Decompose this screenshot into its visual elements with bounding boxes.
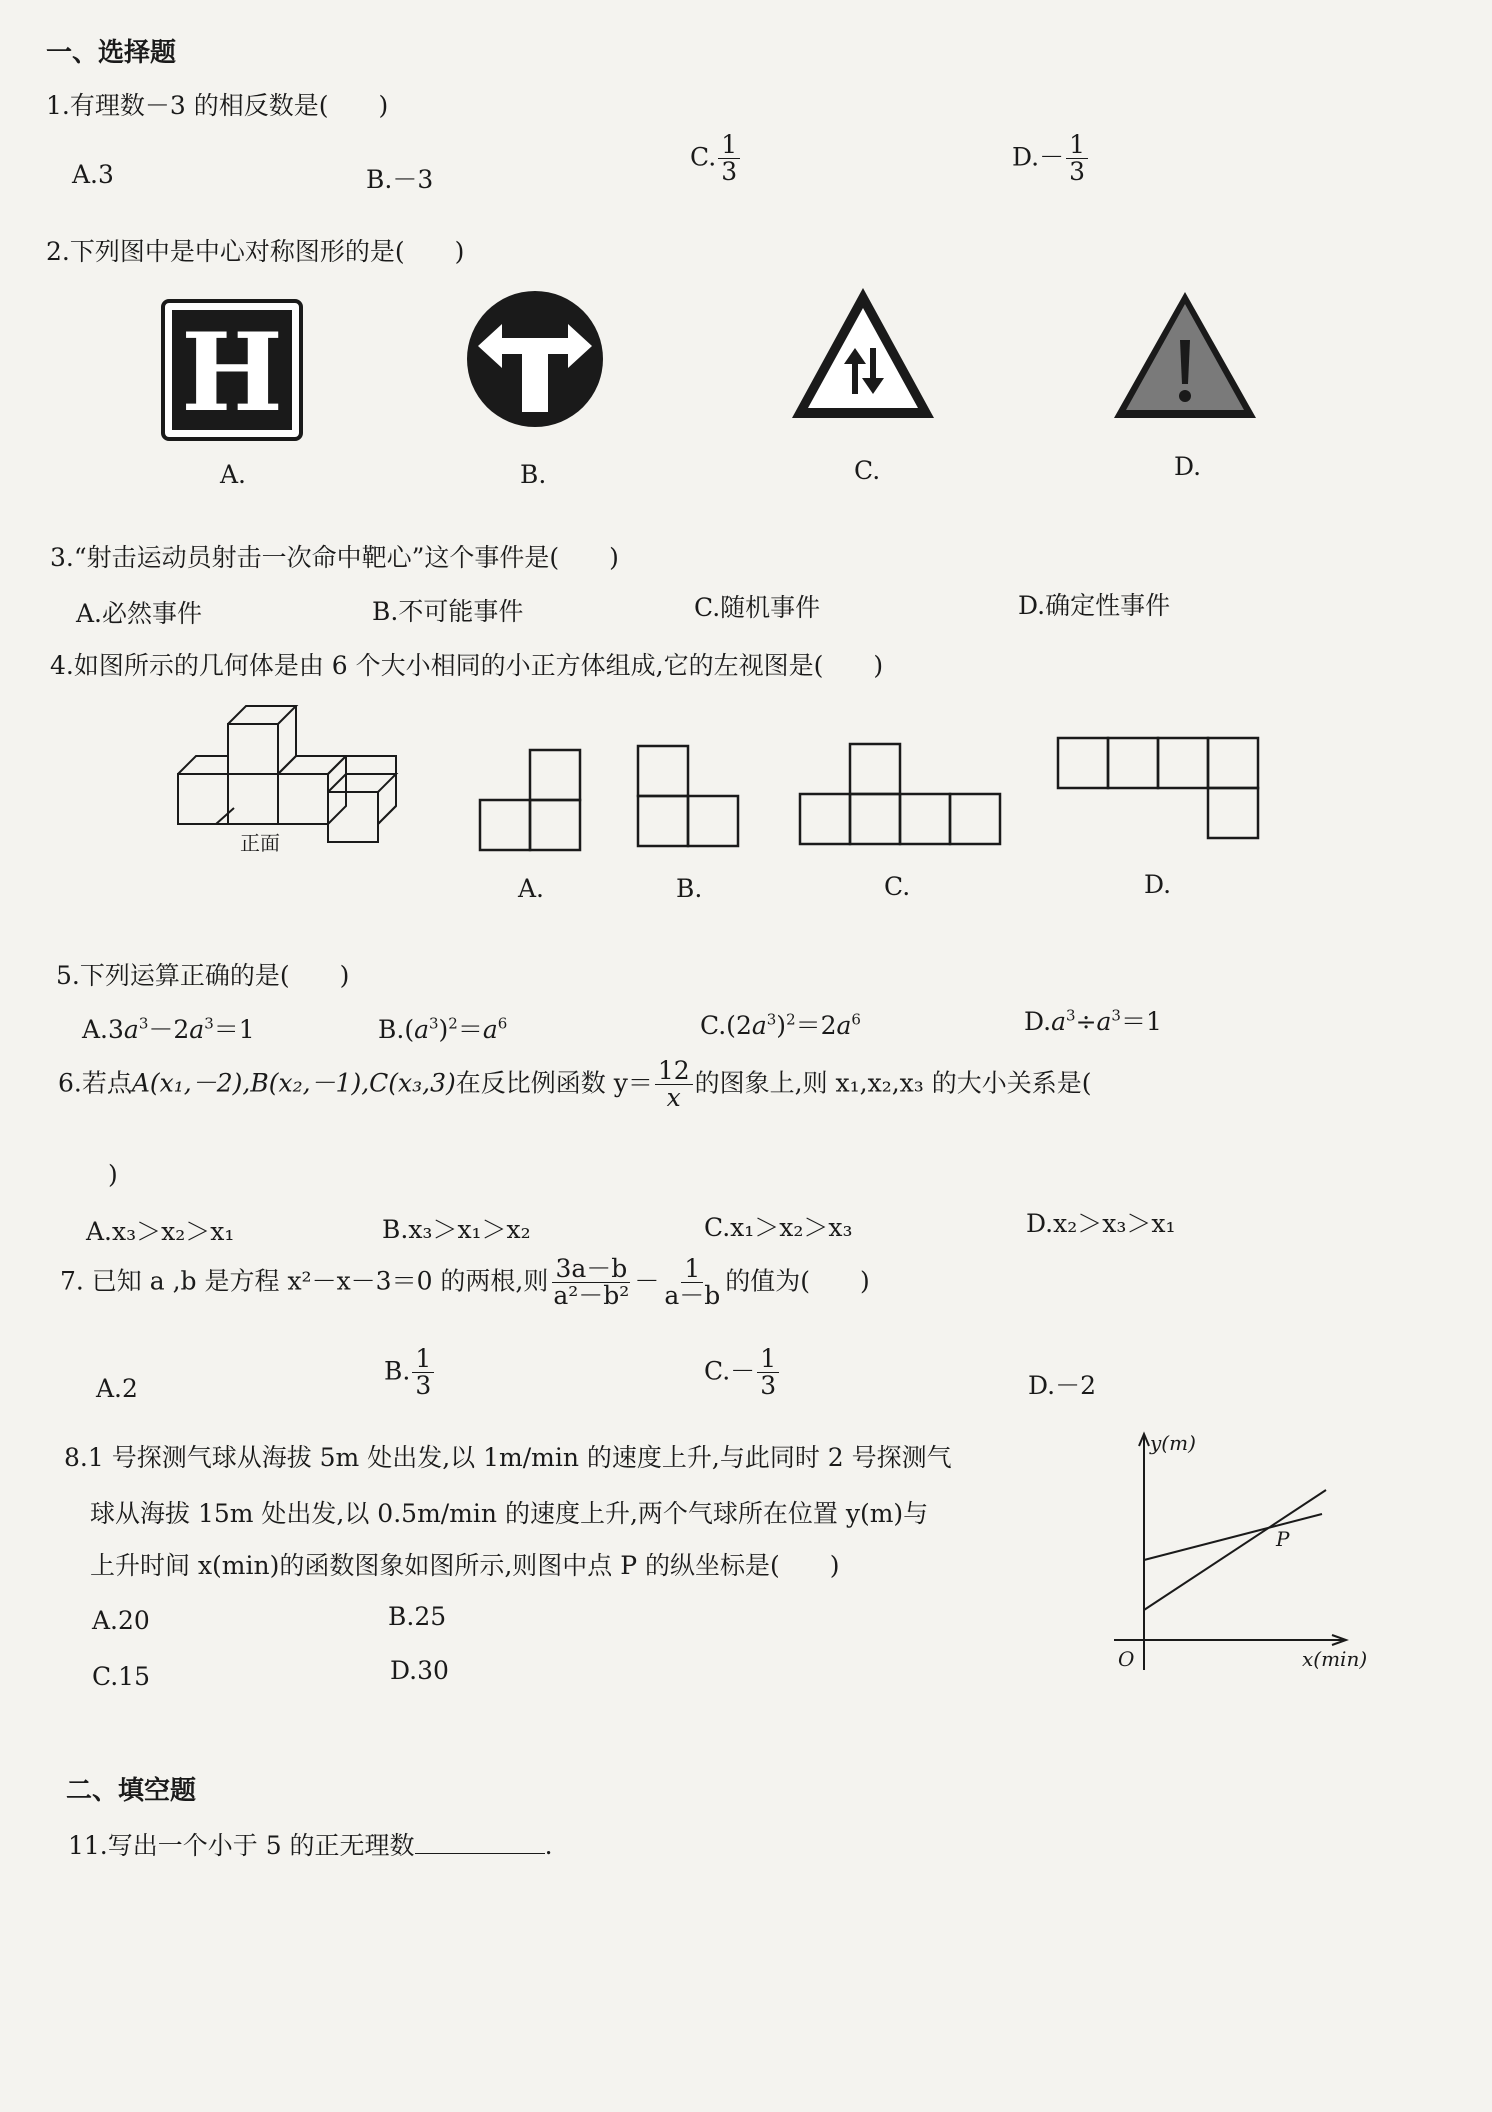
q4-stem: 4.如图所示的几何体是由 6 个大小相同的小正方体组成,它的左视图是( ) [50,651,884,680]
q8-function-graph [1090,1422,1390,1682]
q1-option-c: C. $\frac{1}{3}$ [690,132,742,186]
q6-stem: 6.若点A(x₁,－2),B(x₂,－1),C(x₃,3)在反比例函数 y＝ $\frac{12}{x}$ 的图象上,则 x₁,x₂,x₃ 的大小关系是( [58,1056,1092,1113]
point-p-label: P [1276,1527,1290,1551]
balloon-1-line [1144,1490,1326,1610]
fraction: $\frac{3a-b}{\text{a²－b²}}$ [553,1254,630,1311]
q6-stem-close: ) [108,1160,118,1189]
q1-option-d: D.－ $\frac{1}{3}$ [1012,132,1090,186]
q4-view-a [476,746,584,854]
origin-label: O [1118,1647,1135,1671]
y-axis-label: y(m) [1150,1431,1196,1455]
x-axis-label: x(min) [1302,1647,1368,1671]
q2-option-b: B. [520,460,547,489]
q6-option-a: A.x₃＞x₂＞x₁ [86,1217,235,1246]
q4-option-d: D. [1144,870,1172,899]
q3-option-a: A.必然事件 [76,599,203,628]
q8-option-b: B.25 [388,1602,447,1631]
q1-stem: 1.有理数－3 的相反数是( ) [46,91,389,120]
fraction: $\frac{12}{x}$ [655,1058,693,1112]
q11-stem: 11.写出一个小于 5 的正无理数 . [68,1831,553,1860]
q8-line1: 8.1 号探测气球从海拔 5m 处出发,以 1m/min 的速度上升,与此同时 2 号探测气 [64,1443,952,1472]
q8-option-d: D.30 [390,1656,449,1685]
q3-option-d: D.确定性事件 [1018,591,1171,620]
q7-option-a: A.2 [96,1374,138,1403]
q5-option-a: $A.3a^3-2a^3=1$ [82,1014,255,1044]
q5-stem: 5.下列运算正确的是( ) [56,961,350,990]
q7-option-d: D.－2 [1028,1371,1097,1400]
front-label: 正面 [240,831,280,855]
section2-title: 二、填空题 [66,1776,197,1806]
q7-option-c: C.－ $\frac{1}{3}$ [704,1346,781,1400]
q8-line2: 球从海拔 15m 处出发,以 0.5m/min 的速度上升,两个气球所在位置 y(m)与 [90,1499,929,1528]
fraction: $\frac{1}{3}$ [757,1346,779,1400]
q1-option-a: A.3 [72,160,114,189]
cube-solid-figure [176,700,406,860]
q3-option-c: C.随机事件 [694,593,821,622]
two-way-traffic-sign-icon [788,284,938,424]
section1-title: 一、选择题 [46,38,177,68]
q4-option-b: B. [676,874,703,903]
q4-option-c: C. [884,872,911,901]
h-letter: H [180,310,284,436]
q8-option-c: C.15 [92,1662,150,1691]
q11-answer-blank[interactable] [415,1831,545,1854]
fraction: $\frac{1}{3}$ [412,1346,434,1400]
q3-stem: 3.“射击运动员射击一次命中靶心”这个事件是( ) [50,543,619,572]
hospital-sign-icon [160,298,304,442]
q2-stem: 2.下列图中是中心对称图形的是( ) [46,237,465,266]
q8-option-a: A.20 [92,1606,150,1635]
q3-option-b: B.不可能事件 [372,597,524,626]
q4-view-c [796,740,1004,848]
q2-option-d: D. [1174,452,1202,481]
q1-option-b: B.－3 [366,165,434,194]
q4-view-d [1054,734,1262,842]
balloon-2-line [1144,1514,1322,1560]
fraction: $\frac{1}{3}$ [718,132,740,186]
fraction: $\frac{1}{a-b}$ [664,1254,721,1311]
q2-option-a: A. [220,460,247,489]
q6-option-d: D.x₂＞x₃＞x₁ [1026,1209,1176,1238]
q4-option-a: A. [518,874,545,903]
q6-option-b: B.x₃＞x₁＞x₂ [382,1215,531,1244]
q5-option-b: $B.(a^3)^2=a^6$ [378,1014,508,1044]
q5-option-d: $D.a^3\div a^3=1$ [1024,1006,1162,1036]
q8-line3: 上升时间 x(min)的函数图象如图所示,则图中点 P 的纵坐标是( ) [90,1551,840,1580]
q7-stem: 7. 已知 a ,b 是方程 x²－x－3＝0 的两根,则 $\frac{3a-b}{\text{a²－b²}}$ － $\frac{1}{a-b}$ 的值为( ) [60,1254,870,1311]
turn-left-right-sign-icon [464,288,606,430]
q2-option-c: C. [854,456,881,485]
q7-option-b: B. $\frac{1}{3}$ [384,1346,436,1400]
q5-option-c: $C.(2a^3)^2=2a^6$ [700,1010,861,1040]
fraction: $\frac{1}{3}$ [1066,132,1088,186]
warning-sign-icon [1110,288,1260,424]
q6-option-c: C.x₁＞x₂＞x₃ [704,1213,853,1242]
q4-view-b [634,742,742,850]
